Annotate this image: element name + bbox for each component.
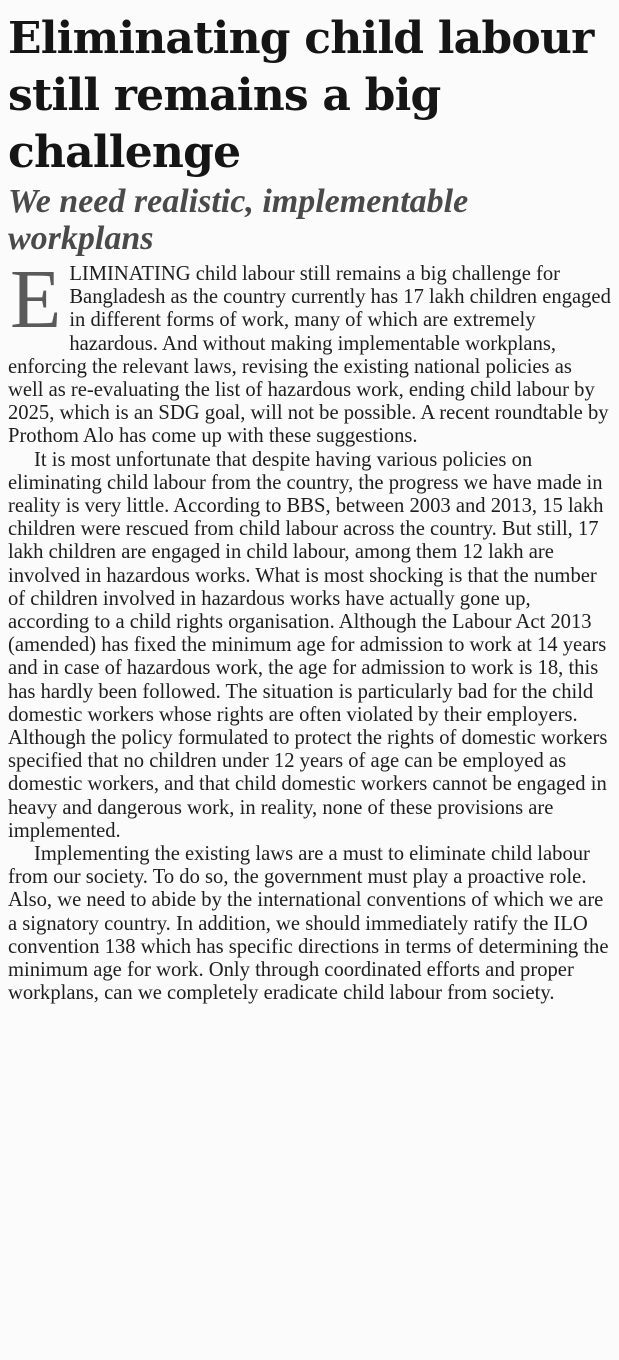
article-body <box>8 253 611 1006</box>
headline: Eliminating child labour still remains a big challenge <box>8 13 594 178</box>
paragraph-1-text: LIMINATING child labour still remains a big challenge for Bangladesh as the country currently has 17 lakh children engaged in different forms of work, many of which are extremely hazardous. And without making implementable workplans, enforcing the relevant laws, revising the existing national policies as well as re-evaluating the list of hazardous work, ending child labour by 2025, which is an SDG goal, will not be possible. A recent roundtable by Prothom Alo has come up with these suggestions. <box>8 263 611 448</box>
paragraph-2: It is most unfortunate that despite having various policies on eliminating child labour from the country, the progress we have made in reality is very little. According to BBS, between 2003 and 2013, 15 lakh children were rescued from child labour across the country. But still, 17 lakh children are engaged in child labour, among them 12 lakh are involved in hazardous works. What is most shocking is that the number of children involved in hazardous works have actually gone up, according to a child rights organisation. Although the Labour Act 2013 (amended) has fixed the minimum age for admission to work at 14 years and in case of hazardous work, the age for admission to work is 18, this has hardly been followed. The situation is particularly bad for the child domestic workers whose rights are often violated by their employers. Although the policy formulated to protect the rights of domestic workers specified that no children under 12 years of age can be employed as domestic workers, and that child domestic workers cannot be engaged in heavy and dangerous work, in reality, none of these provisions are implemented. <box>8 448 608 842</box>
paragraph-1 <box>8 253 611 449</box>
subheadline: We need realistic, implementable workplans <box>8 183 469 257</box>
paragraph-3: Implementing the existing laws are a must to eliminate child labour from our society. To do so, the government must play a proactive role. Also, we need to abide by the international conventions of which we are a signatory country. In addition, we should immediately ratify the ILO convention 138 which has specific directions in terms of determining the minimum age for work. Only through coordinated efforts and proper workplans, can we completely eradicate child labour from society. <box>8 843 609 1005</box>
drop-cap: E <box>10 253 62 346</box>
